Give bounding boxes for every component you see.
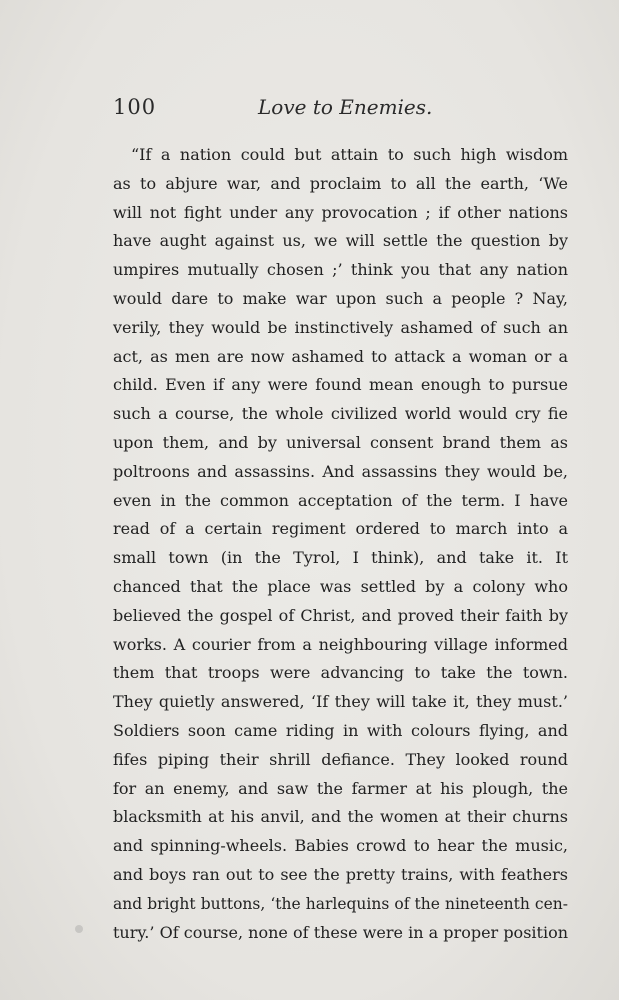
text-line: poltroons and assassins. And assassins they would be, xyxy=(113,461,568,481)
text-line: as to abjure war, and proclaim to all the earth, ‘We xyxy=(113,173,568,193)
text-line: works. A courier from a neighbouring village informed xyxy=(113,634,568,654)
text-line: and boys ran out to see the pretty trains, with feathers xyxy=(113,864,568,884)
text-line: fifes piping their shrill defiance. They looked round xyxy=(113,749,568,769)
text-line: Soldiers soon came riding in with colours flying, and xyxy=(113,720,568,740)
text-line: even in the common acceptation of the term. I have xyxy=(113,490,568,510)
page-header xyxy=(113,95,565,125)
text-line: verily, they would be instinctively ashamed of such an xyxy=(113,317,568,337)
text-line: read of a certain regiment ordered to march into a xyxy=(113,519,568,539)
text-line: umpires mutually chosen ;’ think you that any nation xyxy=(113,260,568,280)
text-line: small town (in the Tyrol, I think), and take it. It xyxy=(113,548,568,568)
text-line: them that troops were advancing to take the town. xyxy=(113,663,568,683)
body-text xyxy=(113,141,568,947)
text-line: “If a nation could but attain to such high wisdom xyxy=(131,145,568,164)
text-line: blacksmith at his anvil, and the women at their churns xyxy=(113,807,568,827)
text-line: upon them, and by universal consent brand them as xyxy=(113,432,568,452)
page-number: 100 xyxy=(113,95,157,119)
text-line: and spinning-wheels. Babies crowd to hear the music, xyxy=(113,836,568,856)
text-line: would dare to make war upon such a people ? Nay, xyxy=(113,288,568,308)
text-line: will not fight under any provocation ; if other nations xyxy=(113,202,568,222)
text-line: for an enemy, and saw the farmer at his plough, the xyxy=(113,778,568,798)
text-line: such a course, the whole civilized world would cry fie xyxy=(113,404,568,424)
text-line: have aught against us, we will settle the question by xyxy=(113,231,568,251)
text-line: tury.’ Of course, none of these were in a proper position xyxy=(113,922,568,942)
text-line: believed the gospel of Christ, and proved their faith by xyxy=(113,605,568,625)
text-line: They quietly answered, ‘If they will take it, they must.’ xyxy=(113,692,568,712)
text-line: act, as men are now ashamed to attack a woman or a xyxy=(113,346,568,366)
running-title: Love to Enemies. xyxy=(258,95,433,119)
text-line: and bright buttons, ‘the harlequins of the nineteenth cen- xyxy=(113,894,568,913)
text-line: child. Even if any were found mean enough to pursue xyxy=(113,375,568,395)
paper-speck xyxy=(75,925,83,933)
text-line: chanced that the place was settled by a colony who xyxy=(113,576,568,596)
